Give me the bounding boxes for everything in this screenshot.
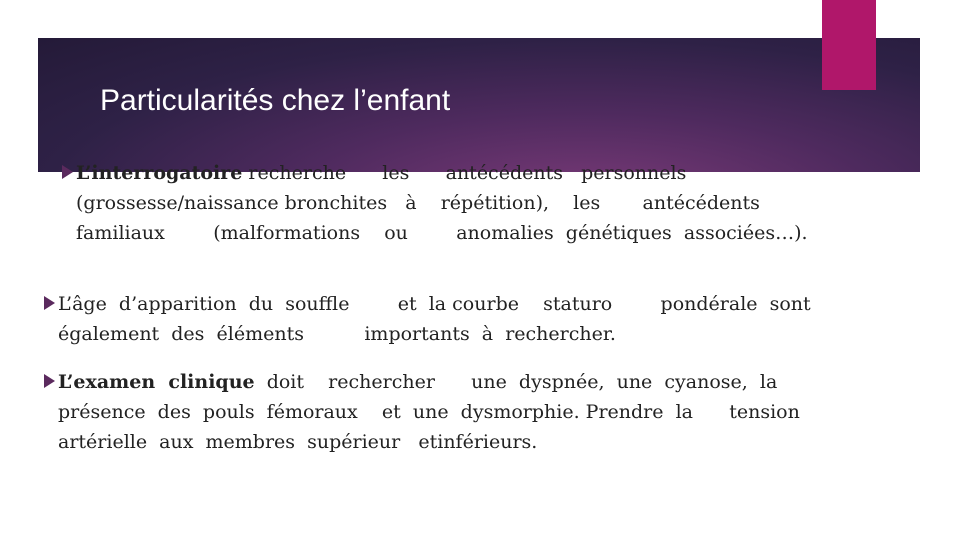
triangle-bullet-icon bbox=[44, 374, 55, 388]
bullet-line: doit rechercher une dyspnée, une cyanose, la bbox=[254, 371, 778, 393]
bullet-line: (grossesse/naissance bronchites à répétition), les antécédents bbox=[76, 192, 760, 214]
bullet-bold-term: L’interrogatoire bbox=[76, 162, 243, 184]
bullet-line: également des éléments importants à rechercher. bbox=[58, 323, 616, 345]
triangle-bullet-icon bbox=[62, 165, 73, 179]
bullet-line: familiaux (malformations ou anomalies génétiques associées…). bbox=[76, 222, 808, 244]
bullet-line: artérielle aux membres supérieur etinférieurs. bbox=[58, 431, 538, 453]
triangle-bullet-icon bbox=[44, 296, 55, 310]
accent-tab bbox=[822, 0, 876, 90]
bullet-age-apparition bbox=[44, 289, 811, 349]
bullet-bold-term: L’examen clinique bbox=[58, 371, 255, 393]
bullet-interrogatoire bbox=[62, 158, 808, 248]
bullet-line: présence des pouls fémoraux et une dysmorphie. Prendre la tension bbox=[58, 401, 800, 423]
bullet-line: recherche les antécédents personnels bbox=[242, 162, 687, 184]
slide-title: Particularités chez l’enfant bbox=[100, 84, 451, 117]
bullet-line: L’âge d’apparition du souffle et la courbe staturo pondérale sont bbox=[58, 293, 811, 315]
bullet-examen-clinique bbox=[44, 367, 800, 457]
